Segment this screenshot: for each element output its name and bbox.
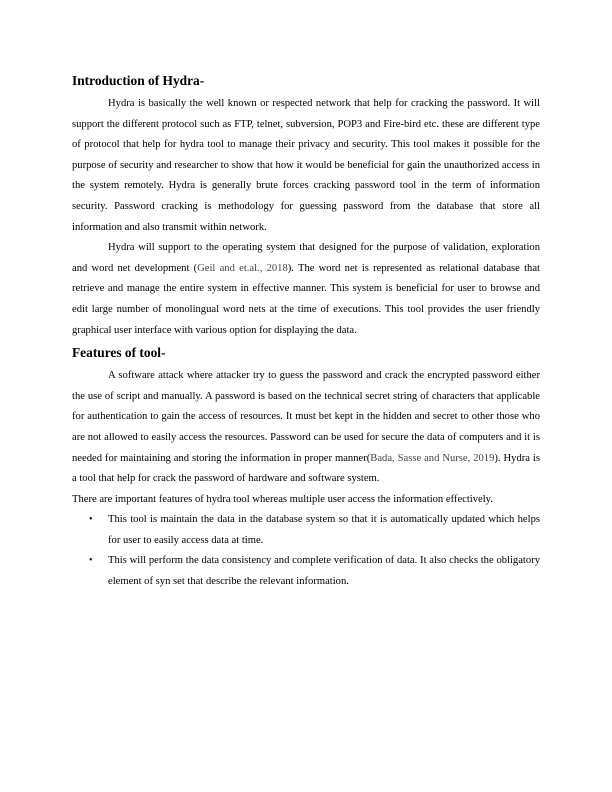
- citation-geil: Geil and et.al., 2018: [197, 262, 288, 274]
- list-item: [89, 510, 540, 551]
- list-item: [89, 551, 540, 592]
- features-paragraph-1: [72, 366, 540, 490]
- intro-p2-text-a: Hydra will support to the operating system that designed for the purpose of validation, exploration and word net development (: [72, 242, 540, 274]
- citation-bada: Bada, Sasse and Nurse, 2019: [370, 452, 495, 464]
- features-paragraph-2: There are important features of hydra tool whereas multiple user access the information effectively.: [72, 493, 493, 505]
- features-heading: Features of tool-: [72, 345, 166, 361]
- list-item-text: This will perform the data consistency and complete verification of data. It also checks the obligatory element of syn set that describe the relevant information.: [108, 555, 540, 588]
- intro-paragraph-1: Hydra is basically the well known or respected network that help for cracking the password. It will support the different protocol such as FTP, telnet, subversion, POP3 and Fire-bird etc. these are different type of protocol that help for hydra tool to manage their privacy and security. This tool makes it possible for the purpose of security and researcher to show that how it would be beneficial for gain the unauthorized access in the system remotely. Hydra is generally brute forces cracking password tool in the term of information security. Password cracking is methodology for guessing password from the database that store all information and also transmit within network.: [72, 98, 540, 233]
- features-p1-text-b: ). Hydra is a tool that help for crack the password of hardware and software system.: [72, 452, 540, 485]
- features-list: [72, 510, 540, 592]
- intro-p2-text-b: ). The word net is represented as relational database that retrieve and manage the entire system in effective manner. This system is beneficial for user to browse and edit large number of monolingual word nets at the time of executions. This tool provides the user friendly graphical user interface with various option for displaying the data.: [72, 262, 540, 336]
- intro-paragraph-2: [72, 238, 540, 341]
- bullet-icon: •: [89, 555, 93, 567]
- list-item-text: This tool is maintain the data in the database system so that it is automatically updated which helps for user to easily access data at time.: [108, 514, 540, 546]
- features-p1-text-a: A software attack where attacker try to guess the password and crack the encrypted password either the use of script and manually. A password is based on the technical secret string of characters that applicable for authentication to gain the access of resources. It must bet kept in the hidden and secret to other those who are not allowed to easily access the resources. Password can be used for secure the data of computers and it is needed for maintaining and storing the information in proper manner(: [72, 370, 540, 464]
- intro-heading: Introduction of Hydra-: [72, 73, 205, 88]
- bullet-icon: •: [89, 514, 93, 526]
